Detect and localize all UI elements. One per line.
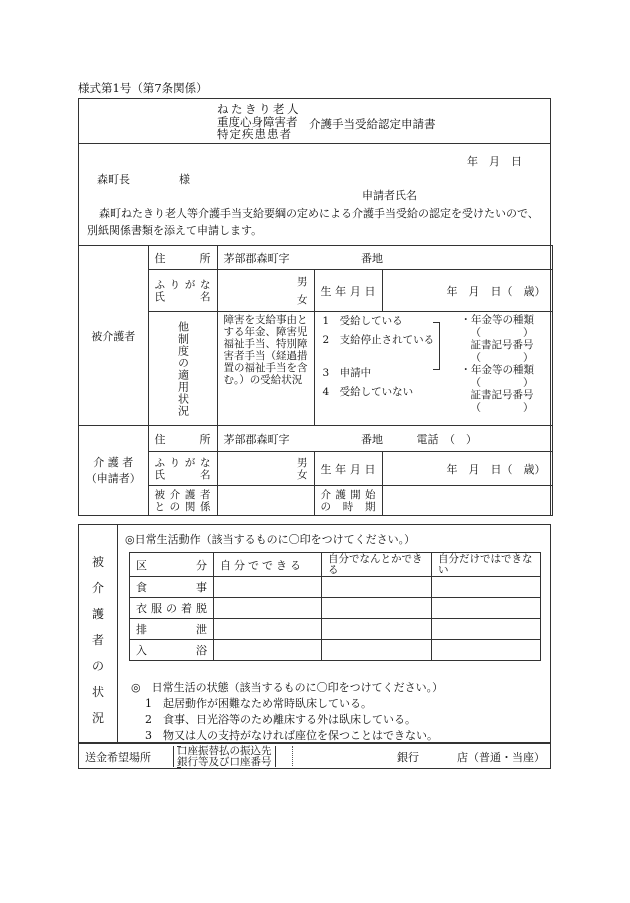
applicant-name-label: 申請者氏名: [362, 189, 417, 202]
birth-field[interactable]: 年 月 日（ 歳）: [382, 270, 552, 312]
eating-can[interactable]: [214, 577, 322, 598]
branch-field[interactable]: 店（普通・当座）: [457, 751, 545, 764]
addressee: 森町長: [97, 173, 130, 186]
caregiver-label-1: 介 護 者: [93, 455, 134, 469]
life-status-title: ◎ 日常生活の状態（該当するものに〇印をつけてください。）: [131, 681, 444, 694]
caregiver-address-suffix: 番地: [361, 432, 383, 446]
status-vertical-label: [79, 525, 118, 742]
caregiver-birth-field[interactable]: 年 月 日（ 歳）: [382, 452, 552, 486]
options-bracket: [433, 322, 440, 370]
eating-somehow[interactable]: [322, 577, 432, 598]
address-label: 住 所: [148, 246, 217, 270]
caregiver-address-field[interactable]: [217, 426, 552, 452]
sex-female[interactable]: 女: [297, 293, 308, 306]
caregiver-birth-label: 生年月日: [314, 452, 382, 486]
remittance-bracket-1: 口座振替払の振込先: [177, 745, 272, 757]
care-start-label-2: の 時 期: [320, 500, 376, 513]
toileting-somehow[interactable]: [322, 619, 432, 640]
option-receiving[interactable]: 1 受給している: [322, 315, 403, 327]
daily-life-status: [131, 680, 444, 744]
pension-type-field-1[interactable]: （ ）: [470, 326, 534, 339]
activity-bathing: 入 浴: [130, 640, 214, 661]
title-category-1: ねたきり老人: [217, 102, 301, 116]
pension-type-label-1: ・年金等の種類: [460, 314, 534, 326]
name-field[interactable]: [217, 270, 314, 312]
recipient-status-section: [78, 524, 551, 743]
benefit-status-options: [314, 312, 552, 426]
remittance-divider: [292, 746, 293, 766]
dressing-somehow[interactable]: [322, 598, 432, 619]
pension-type-field-2[interactable]: （ ）: [470, 376, 534, 389]
caregiver-label-2: （申請者）: [85, 471, 141, 485]
relation-label-1: 被介護者: [154, 488, 211, 501]
caregiver-name-label: [148, 452, 217, 486]
care-start-field[interactable]: [382, 486, 552, 516]
dressing-cannot[interactable]: [432, 598, 541, 619]
activity-toileting: 排 泄: [130, 619, 214, 640]
caregiver-label: [79, 426, 148, 516]
sex-male[interactable]: 男: [297, 275, 308, 288]
toileting-cannot[interactable]: [432, 619, 541, 640]
furigana-label: ふりがな: [154, 278, 211, 291]
form-number: 様式第1号（第7条関係）: [78, 81, 208, 95]
toileting-can[interactable]: [214, 619, 322, 640]
title-categories: [217, 103, 301, 141]
vertical-char-2: 介: [92, 581, 105, 595]
activity-row: [130, 598, 541, 619]
other-system-description: 障害を支給事由とする年金、障害児福祉手当、特別障害者手当（経過措置の福祉手当を含む。）の受給状況: [217, 312, 314, 426]
remittance-label: 送金希望場所: [85, 751, 151, 764]
option-not-receiving[interactable]: 4 受給していない: [322, 386, 414, 398]
bathing-somehow[interactable]: [322, 640, 432, 661]
caregiver-furigana-label: ふりがな: [154, 456, 211, 469]
certificate-number-field-2[interactable]: （ ）: [470, 401, 534, 414]
bathing-cannot[interactable]: [432, 640, 541, 661]
col-somehow: 自分でなんとかできる: [322, 553, 432, 577]
other-system-text: 他制度の適用状況: [176, 320, 190, 417]
relation-field[interactable]: [217, 486, 314, 516]
care-recipient-label: 被介護者: [79, 246, 148, 426]
vertical-char-4: 者: [92, 633, 105, 647]
relation-label: [148, 486, 217, 516]
remittance-section: [78, 743, 551, 769]
form-title: 介護手当受給認定申請書: [309, 117, 436, 131]
dressing-can[interactable]: [214, 598, 322, 619]
activity-row: [130, 619, 541, 640]
activities-title: ◎日常生活動作（該当するものに〇印をつけてください。）: [125, 533, 416, 546]
date-field[interactable]: 年 月 日: [467, 155, 522, 168]
full-name-label: 氏 名: [154, 290, 211, 303]
activity-eating: 食 事: [130, 577, 214, 598]
caregiver-table: [79, 425, 553, 516]
vertical-char-1: 被: [92, 555, 105, 569]
activity-dressing: 衣服の着脱: [130, 598, 214, 619]
care-start-label-1: 介護開始: [320, 488, 376, 501]
remittance-bracket: [173, 746, 276, 767]
bathing-can[interactable]: [214, 640, 322, 661]
caregiver-sex-female[interactable]: 女: [297, 468, 308, 481]
activity-row: [130, 577, 541, 598]
caregiver-name-field[interactable]: [217, 452, 314, 486]
address-suffix: 番地: [361, 251, 383, 265]
life-status-2[interactable]: 2 食事、日光浴等のため離床する外は臥床している。: [145, 713, 416, 726]
col-cannot: 自分だけではできない: [432, 553, 541, 577]
caregiver-address-label: 住 所: [148, 426, 217, 452]
birth-label: 生年月日: [314, 270, 382, 312]
certificate-number-field-1[interactable]: （ ）: [470, 351, 534, 364]
address-field[interactable]: [217, 246, 552, 270]
eating-cannot[interactable]: [432, 577, 541, 598]
option-applying[interactable]: 3 申請中: [322, 367, 372, 379]
address-prefix: 茅部郡森町字: [223, 251, 290, 265]
care-recipient-table: [79, 245, 553, 426]
application-statement: 森町ねたきり老人等介護手当支給要綱の定めによる介護手当受給の認定を受けたいので、別紙関係書類を添えて申請します。: [87, 207, 539, 237]
caregiver-address-prefix: 茅部郡森町字: [223, 432, 290, 446]
life-status-3[interactable]: 3 物又は人の支持がなければ座位を保つことはできない。: [145, 729, 438, 742]
caregiver-full-name-label: 氏 名: [154, 468, 211, 481]
certificate-number-label-1: 証書記号番号: [470, 339, 534, 351]
remittance-bracket-2: 銀行等及び口座番号: [177, 755, 272, 768]
title-category-2: 重度心身障害者: [217, 114, 298, 129]
bank-field[interactable]: 銀行: [397, 751, 419, 764]
caregiver-phone[interactable]: 電話 （ ）: [416, 432, 477, 446]
certificate-number-label-2: 証書記号番号: [470, 389, 534, 401]
care-start-label: [314, 486, 382, 516]
honorific: 様: [179, 173, 190, 186]
vertical-char-3: 護: [92, 607, 105, 621]
col-category: 区 分: [130, 553, 214, 577]
option-suspended[interactable]: 2 支給停止されている: [322, 334, 435, 346]
pension-type-label-2: ・年金等の種類: [460, 364, 534, 376]
other-system-label: [148, 312, 217, 426]
life-status-1[interactable]: 1 起居動作が困難なため常時臥床している。: [145, 697, 372, 710]
col-can-do: 自分でできる: [214, 553, 322, 577]
relation-label-2: との関係: [154, 500, 211, 513]
name-label: [148, 270, 217, 312]
vertical-char-6: 状: [92, 685, 105, 699]
application-form: [78, 98, 551, 516]
title-category-3: 特定疾患患者: [217, 127, 292, 141]
vertical-char-7: 況: [92, 711, 105, 725]
letter-section: [79, 143, 550, 246]
vertical-char-5: の: [92, 659, 105, 673]
activity-row: [130, 640, 541, 661]
caregiver-sex-male[interactable]: 男: [297, 456, 308, 469]
daily-activities-table: [129, 552, 541, 661]
title-block: [79, 99, 550, 144]
